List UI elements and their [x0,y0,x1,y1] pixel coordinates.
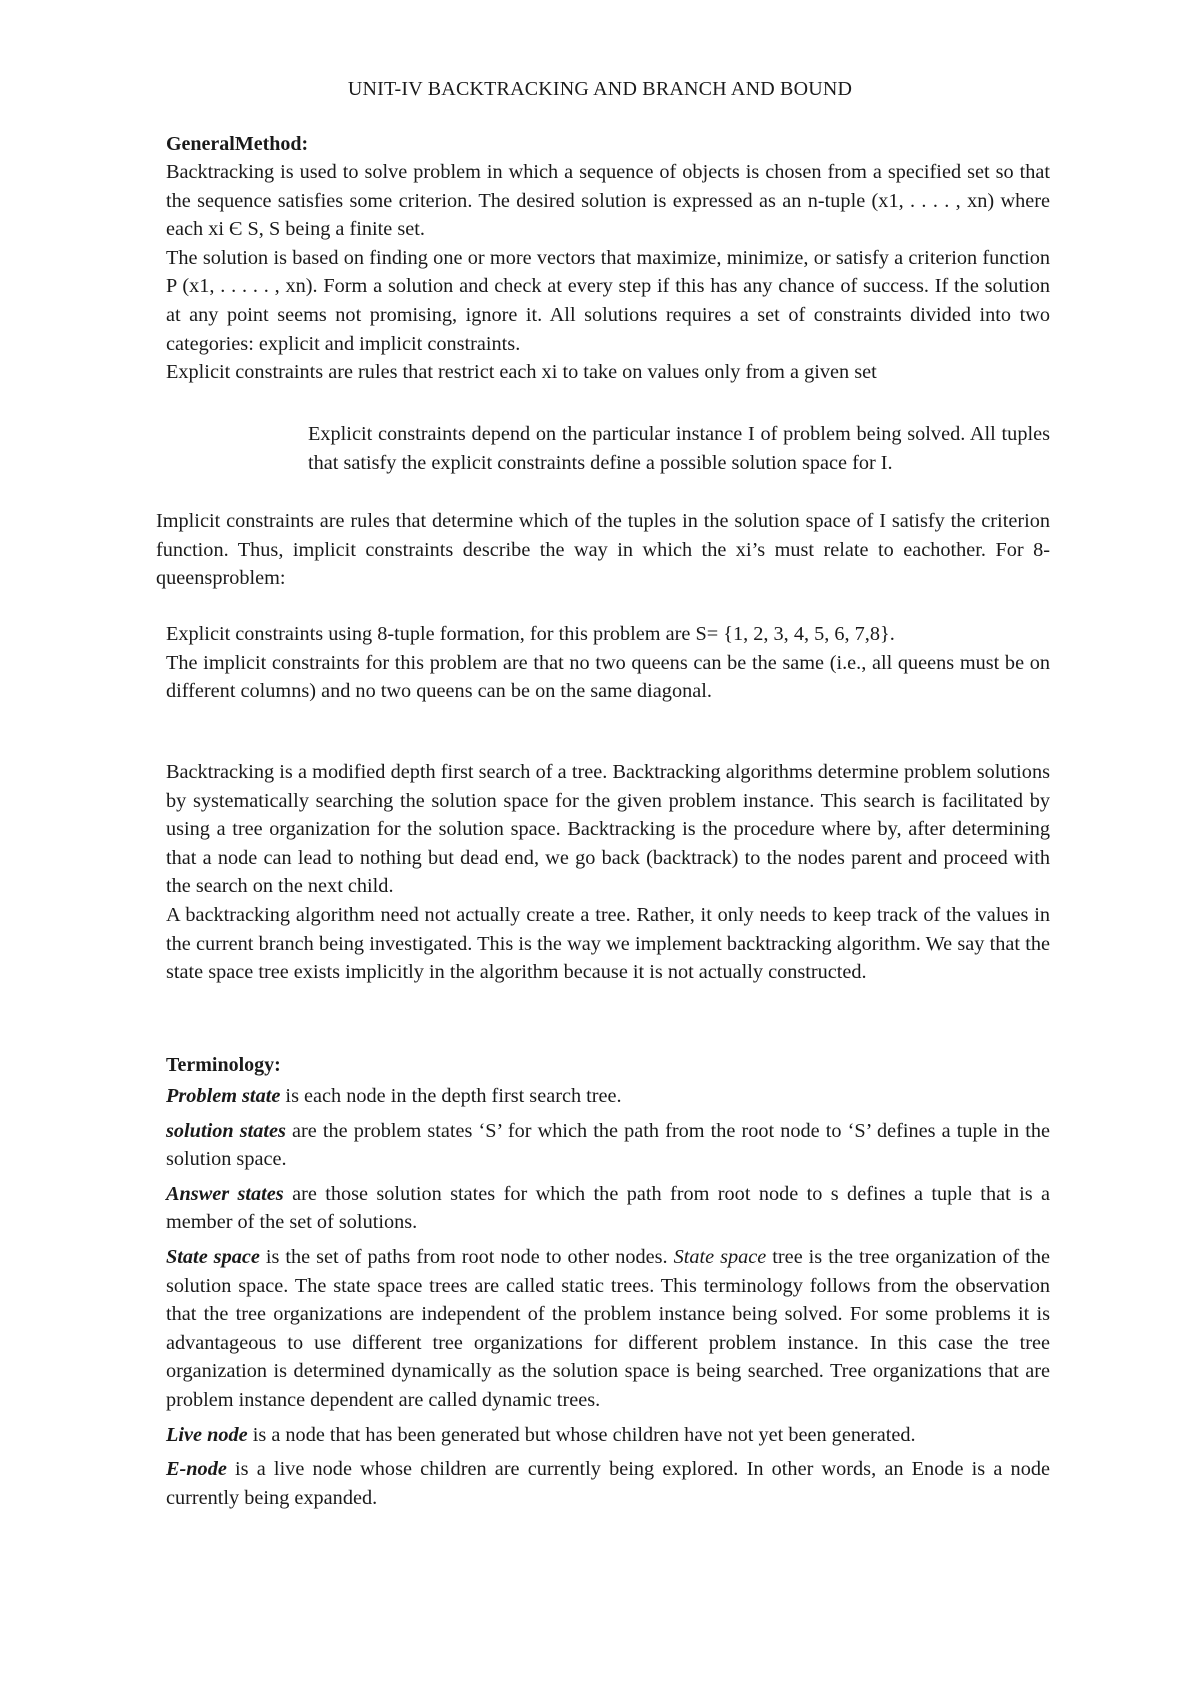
explicit-constraints-detail: Explicit constraints depend on the particular instance I of problem being solved. All tuples that satisfy the explicit constraints define a possible solution space for I. [308,423,1050,474]
general-method-body [166,158,1050,387]
list-item [166,1082,1050,1111]
definition: is each node in the depth first search tree. [280,1085,622,1107]
paragraph: A backtracking algorithm need not actually create a tree. Rather, it only needs to keep track of the values in the current branch being investigated. This is the way we implement backtracking algorithm. We say that the state space tree exists implicitly in the algorithm because it is not actually constructed. [166,903,1050,984]
term: Problem state [166,1085,281,1107]
term-inline: State space [673,1245,767,1268]
definition: are the problem states ‘S’ for which the path from the root node to ‘S’ defines a tuple in the solution space. [166,1119,1050,1171]
list-item [166,1421,1050,1450]
definition: is a live node whose children are currently being explored. In other words, an Enode is a node currently being expanded. [166,1458,1050,1509]
term: Live node [166,1423,248,1446]
definition: is a node that has been generated but whose children have not yet been generated. [247,1423,916,1446]
paragraph: The implicit constraints for this problem are that no two queens can be the same (i.e., all queens must be on different columns) and no two queens can be on the same diagonal. [166,651,1050,703]
definition: tree is the tree organization of the solution space. The state space trees are called static trees. This terminology follows from the observation that the tree organizations are independent of the problem instance being solved. For some problems it is advantageous to use different tree organizations for different problem instance. In this case the tree organization is determined dynamically as the solution space is being searched. Tree organizations that are problem instance dependent are called dynamic trees. [166,1245,1050,1411]
implicit-constraints-paragraph: Implicit constraints are rules that determine which of the tuples in the solution space of I satisfy the criterion function. Thus, implicit constraints describe the way in which the xi’s must relate to eachother. For 8-queensproblem: [156,510,1050,590]
list-item [166,1180,1050,1237]
term: solution states [166,1119,286,1142]
paragraph: Explicit constraints are rules that restrict each xi to take on values only from a given set [166,361,877,384]
paragraph: Backtracking is a modified depth first search of a tree. Backtracking algorithms determine problem solutions by systematically searching the solution space for the given problem instance. This search is facilitated by using a tree organization for the solution space. Backtracking is the procedure where by, after determining that a node can lead to nothing but dead end, we go back (backtrack) to the nodes parent and proceed with the search on the next child. [166,761,1050,898]
backtracking-description [166,758,1050,987]
term: State space [166,1245,260,1268]
paragraph: Backtracking is used to solve problem in which a sequence of objects is chosen from a specified set so that the sequence satisfies some criterion. The desired solution is expressed as an n-tuple (x1, . . . . , xn) where each xi Є S, S being a finite set. [166,161,1050,241]
definition: are those solution states for which the path from root node to s defines a tuple that is a member of the set of solutions. [166,1182,1050,1234]
term: E-node [166,1458,227,1481]
term: Answer states [166,1182,284,1205]
terminology-list [166,1082,1050,1518]
terminology-heading: Terminology: [166,1054,281,1076]
list-item [166,1455,1050,1512]
list-item [166,1117,1050,1174]
definition: is the set of paths from root node to other nodes. [259,1245,674,1268]
paragraph: The solution is based on finding one or more vectors that maximize, minimize, or satisfy a criterion function P (x1, . . . . . , xn). Form a solution and check at every step if this has any chance of success. If the solution at any point seems not promising, ignore it. All solutions requires a set of constraints divided into two categories: explicit and implicit constraints. [166,246,1050,355]
general-method-heading: GeneralMethod: [166,133,309,155]
paragraph: Explicit constraints using 8-tuple formation, for this problem are S= {1, 2, 3, 4, 5, 6, 7,8}. [166,623,895,645]
queens-constraints [166,620,1050,706]
list-item [166,1243,1050,1415]
page-title: UNIT-IV BACKTRACKING AND BRANCH AND BOUND [347,78,853,100]
